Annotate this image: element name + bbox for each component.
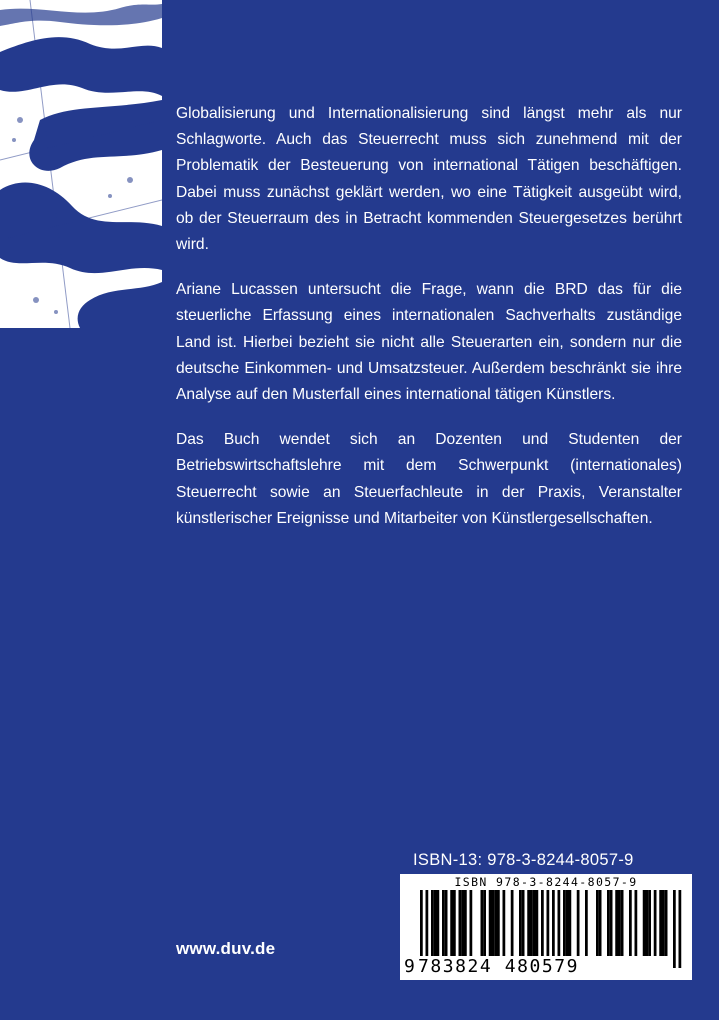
- barcode-bar: [566, 890, 569, 956]
- barcode-bar: [494, 890, 497, 956]
- barcode-bar: [492, 890, 495, 956]
- barcode-bar: [577, 890, 580, 956]
- barcode-bar: [585, 890, 588, 956]
- barcode-bar: [654, 890, 657, 956]
- barcode-bar: [461, 890, 464, 956]
- barcode-bar: [599, 890, 602, 956]
- blurb-paragraph: Globalisierung und Internationalisierung sind längst mehr als nur Schlagworte. Auch das Steuerrecht muss sich zunehmend mit der Problematik der Besteuerung von international Tätigen beschäftigen. Dabei muss zunächst geklärt werden, wo eine Tätigkeit ausgeübt wird, ob der Steuerraum des in Betracht kommenden Steuergesetzes berührt wird.: [176, 105, 682, 254]
- blurb-paragraph: Das Buch wendet sich an Dozenten und Studenten der Betriebswirtschaftslehre mit dem Schwerpunkt (internationales) Steuerrecht sowie an Steuerfachleute in der Praxis, Veranstalter künstlerischer Ereignisse und Mitarbeiter von Künstlergesellschaften.: [176, 431, 682, 527]
- barcode-bar: [464, 890, 467, 956]
- barcode-bar: [635, 890, 638, 956]
- barcode-bar: [431, 890, 434, 956]
- barcode-isbn-text: ISBN 978-3-8244-8057-9: [454, 875, 638, 889]
- barcode-bar: [665, 890, 668, 956]
- barcode-bar: [646, 890, 649, 956]
- barcode-bar: [679, 890, 682, 968]
- cover-map-image: [0, 0, 162, 328]
- barcode-first-digit: 9: [404, 956, 415, 977]
- barcode-bar: [450, 890, 453, 956]
- barcode-digits: 783824 480579: [418, 956, 580, 977]
- barcode-bar: [522, 890, 525, 956]
- back-cover-blurb: [176, 101, 682, 532]
- barcode-bar: [453, 890, 456, 956]
- barcode-bar: [483, 890, 486, 956]
- barcode-bar: [481, 890, 484, 956]
- barcode-bar: [621, 890, 624, 956]
- barcode-bar: [533, 890, 536, 956]
- barcode-bar: [643, 890, 646, 956]
- barcode-bar: [459, 890, 462, 956]
- barcode-bar: [434, 890, 437, 956]
- barcode-bar: [527, 890, 530, 956]
- barcode-bar: [596, 890, 599, 956]
- barcode-bar: [530, 890, 533, 956]
- barcode-bar: [437, 890, 440, 956]
- barcode-bar: [558, 890, 561, 956]
- barcode-bar: [442, 890, 445, 956]
- barcode-bar: [536, 890, 539, 956]
- barcode-bar: [615, 890, 618, 956]
- barcode-bar: [618, 890, 621, 956]
- barcode-bar: [659, 890, 662, 956]
- barcode-box: [400, 874, 692, 980]
- barcode-bar: [519, 890, 522, 956]
- barcode-bar: [662, 890, 665, 956]
- barcode-bar: [607, 890, 610, 956]
- barcode-bar: [629, 890, 632, 956]
- barcode-bar: [541, 890, 544, 956]
- barcode-bar: [648, 890, 651, 956]
- isbn-label: ISBN-13: 978-3-8244-8057-9: [413, 851, 634, 869]
- barcode-bar: [569, 890, 572, 956]
- blurb-paragraph: Ariane Lucassen untersucht die Frage, wann die BRD das für die steuerliche Erfassung eines internationalen Sachverhalts zuständige Land ist. Hierbei bezieht sie nicht alle Steuerarten ein, sondern nur die deutsche Einkommen- und Umsatzsteuer. Außerdem beschränkt sie ihre Analyse auf den Musterfall eines international tätigen Künstlers.: [176, 281, 682, 404]
- barcode-bar: [503, 890, 506, 956]
- barcode-bar: [470, 890, 473, 956]
- publisher-url: www.duv.de: [176, 939, 276, 958]
- barcode-bar: [497, 890, 500, 956]
- barcode-bar: [610, 890, 613, 956]
- barcode-bar: [445, 890, 448, 956]
- barcode-bar: [511, 890, 514, 956]
- barcode-bar: [673, 890, 676, 968]
- barcode-bar: [489, 890, 492, 956]
- barcode-bar: [563, 890, 566, 956]
